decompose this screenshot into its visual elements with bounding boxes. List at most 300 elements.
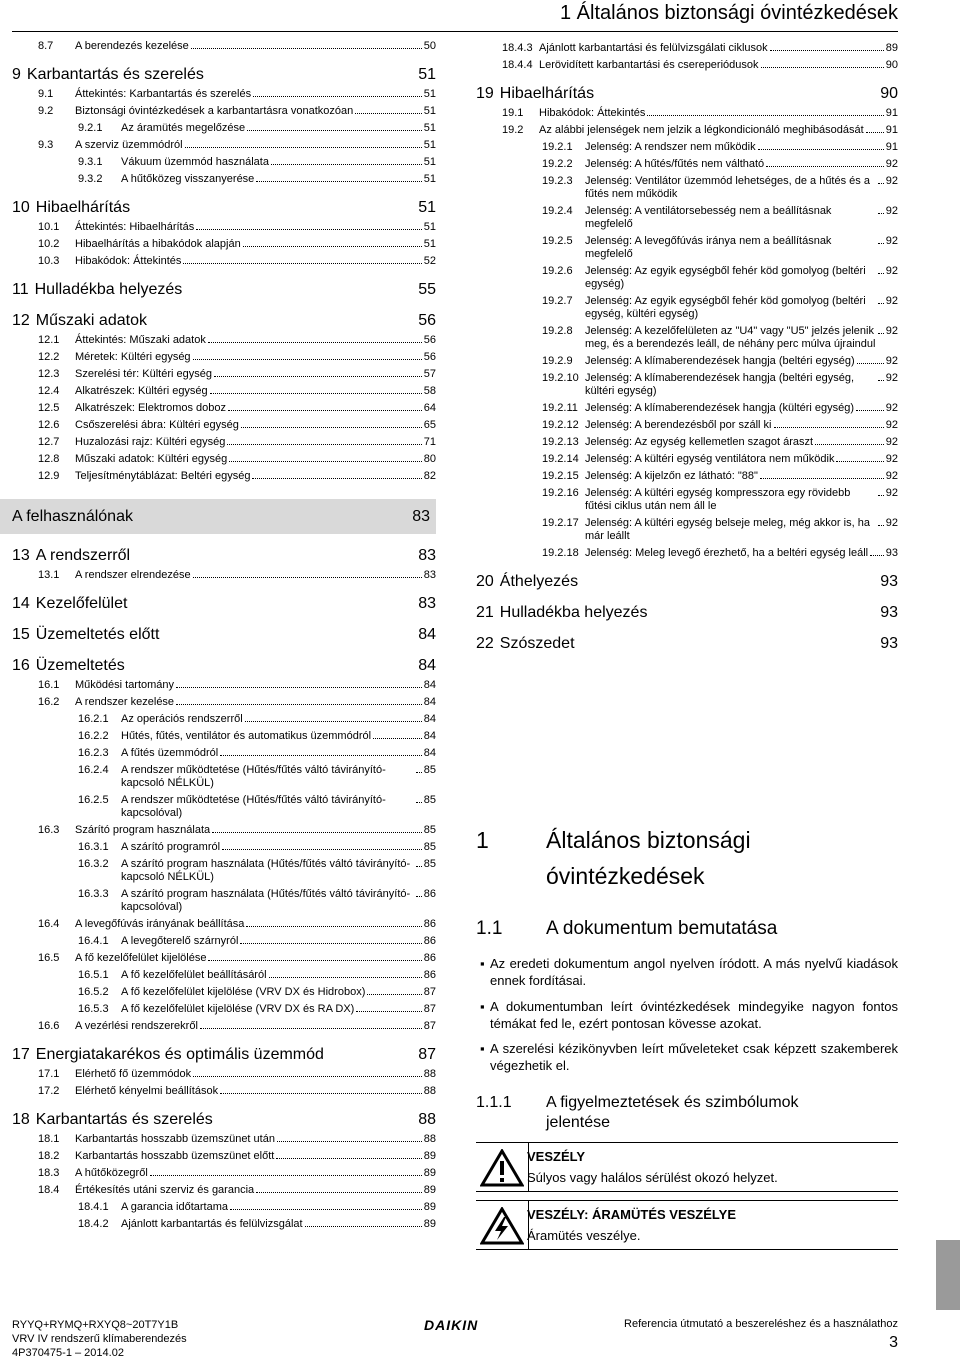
toc-entry-page: 84 [423,747,436,759]
toc-entry-number: 13.1 [38,569,60,581]
toc-leader-dots [878,213,884,214]
toc-entry [12,713,436,726]
toc-entry-number: 19.2.3 [542,175,573,187]
toc-entry-page: 92 [885,419,898,431]
toc-leader-dots [196,229,422,230]
toc-leader-dots [367,994,421,995]
toc-entry-number: 9.1 [38,88,54,100]
bullet-text: A szerelési kézikönyvben leírt műveleteket csak képzett szakemberek végezhetik el. [490,1041,898,1073]
toc-entry-title: Huzalozási rajz: Kültéri egység [75,436,226,448]
toc-entry-number: 12.7 [38,436,60,448]
toc-entry [476,295,898,321]
toc-entry-number: 19.2 [502,124,524,136]
toc-entry [12,1167,436,1180]
toc-leader-dots [191,48,422,49]
toc-entry-number: 16.6 [38,1020,60,1032]
toc-leader-dots [210,393,422,394]
toc-entry-number: 9.3.1 [78,156,103,168]
danger-label: VESZÉLY [527,1149,586,1164]
toc-entry [476,453,898,466]
toc-entry-page: 82 [423,470,436,482]
toc-entry-page: 51 [423,173,436,185]
toc-entry [12,402,436,415]
danger-notice [476,1142,898,1192]
toc-entry [476,436,898,449]
toc-entry-title: Szárító program használata [75,824,211,836]
toc-entry-number: 19.2.16 [542,487,579,499]
toc-entry-page: 92 [885,325,898,337]
toc-leader-dots [220,755,422,756]
toc-entry [12,747,436,760]
toc-leader-dots [230,1209,422,1210]
toc-entry-title: Jelenség: A kültéri egység ventilátora nem működik [585,453,835,465]
toc-entry [12,679,436,692]
toc-leader-dots [277,1141,422,1142]
toc-entry-number: 16 [12,657,30,674]
toc-entry-title: Jelenség: A klímaberendezések hangja (kültéri egység) [585,402,855,414]
toc-entry-number: 19.2.14 [542,453,579,465]
toc-entry-title: Hűtés, fűtés, ventilátor és automatikus üzemmódról [121,730,372,742]
toc-entry [12,969,436,982]
brand-logo: DAIKIN [424,1317,479,1333]
toc-entry [12,1133,436,1146]
toc-entry [12,1020,436,1033]
toc-entry-page: 84 [423,679,436,691]
toc-entry-number: 12.4 [38,385,60,397]
toc-leader-dots [870,555,884,556]
toc-entry-page: 92 [885,295,898,307]
toc-entry-page: 92 [885,235,898,247]
toc-entry-page: 90 [880,85,898,102]
toc-chapter-entry [12,1110,436,1129]
toc-entry-page: 92 [885,470,898,482]
toc-leader-dots [214,376,422,377]
toc-entry-page: 87 [423,986,436,998]
toc-entry-title: A fő kezelőfelület beállításáról [121,969,267,981]
toc-entry-title: A rendszer kezelése [75,696,175,708]
toc-entry-title: Működési tartomány [75,679,175,691]
toc-leader-dots [416,772,422,773]
toc-entry-title: Jelenség: A levegőfúvás iránya nem a beállításnak megfelelő [585,235,832,260]
electric-danger-label: VESZÉLY: ÁRAMÜTÉS VESZÉLYE [527,1207,737,1222]
toc-entry-number: 17 [12,1046,30,1063]
toc-entry-title: A szerviz üzemmódról [75,139,183,151]
toc-leader-dots [253,96,422,97]
toc-leader-dots [647,115,883,116]
toc-entry-number: 18.3 [38,1167,60,1179]
warning-triangle-icon [480,1149,524,1187]
toc-leader-dots [878,243,884,244]
toc-leader-dots [271,164,422,165]
toc-entry-page: 51 [418,66,436,83]
toc-entry-page: 86 [423,918,436,930]
toc-entry-title: Energiatakarékos és optimális üzemmód [35,1046,324,1063]
toc-entry-number: 16.3.3 [78,888,109,900]
toc-entry-page: 92 [885,453,898,465]
toc-entry-page: 89 [423,1150,436,1162]
toc-entry [12,1150,436,1163]
toc-entry-title: Méretek: Kültéri egység [75,351,191,363]
toc-entry-title: Hibakódok: Áttekintés [75,255,182,267]
toc-entry [12,858,436,884]
toc-entry-title: Alkatrészek: Elektromos doboz [75,402,227,414]
toc-entry-title: Ajánlott karbantartás és felülvizsgálat [121,1218,303,1230]
toc-entry-number: 16.5.1 [78,969,109,981]
toc-entry-title: A hűtőközegről [75,1167,148,1179]
footer-product: VRV IV rendszerű klímaberendezés [12,1333,187,1345]
toc-entry [12,351,436,364]
toc-entry-title: Hibaelhárítás a hibakódok alapján [75,238,241,250]
footer-doc-title: Referencia útmutató a beszereléshez és a használathoz [624,1318,898,1330]
toc-entry-title: Áttekintés: Műszaki adatok [75,334,206,346]
toc-entry-title: Műszaki adatok [35,312,147,329]
toc-entry-title: A berendezés kezelése [75,40,189,52]
toc-entry-number: 19.2.15 [542,470,579,482]
header-rule [12,31,898,32]
toc-entry-number: 12.2 [38,351,60,363]
toc-entry-number: 18.4.4 [502,59,533,71]
toc-entry-page: 51 [423,139,436,151]
page-number: 3 [889,1334,898,1351]
toc-leader-dots [222,849,422,850]
section-1-1-title: A dokumentum bemutatása [546,918,778,939]
toc-entry-page: 92 [885,265,898,277]
toc-entry-number: 16.2.2 [78,730,109,742]
toc-chapter-entry [12,280,436,299]
toc-entry-number: 16.5.2 [78,986,109,998]
toc-right-column [476,42,898,653]
toc-entry [12,1085,436,1098]
toc-leader-dots [878,333,884,334]
toc-entry-title: Lerövidített karbantartási és csereperiódusok [539,59,759,71]
toc-entry-title: Jelenség: A ventilátorsebesség nem a beállításnak megfelelő [585,205,832,230]
toc-entry-title: Hibaelhárítás [499,85,595,102]
toc-entry-page: 89 [423,1167,436,1179]
toc-entry-number: 19.2.18 [542,547,579,559]
toc-entry-page: 89 [423,1218,436,1230]
danger-description: Súlyos vagy halálos sérülést okozó helyzet. [527,1170,778,1185]
toc-entry-number: 19.2.17 [542,517,579,529]
toc-leader-dots [185,147,422,148]
toc-entry-number: 16.1 [38,679,60,691]
toc-entry-number: 12.5 [38,402,60,414]
toc-chapter-entry [12,65,436,84]
toc-entry-page: 87 [423,1003,436,1015]
toc-entry [476,42,898,55]
toc-entry-number: 16.3.1 [78,841,109,853]
toc-leader-dots [269,977,422,978]
toc-leader-dots [770,50,884,51]
toc-entry-title: Áttekintés: Hibaelhárítás [75,221,195,233]
bullet-marker-icon: ▪ [480,956,485,971]
toc-entry-title: A garancia időtartama [121,1201,229,1213]
toc-leader-dots [878,380,884,381]
toc-entry-title: Hibaelhárítás [35,199,131,216]
bullet-marker-icon: ▪ [480,1041,485,1056]
toc-entry-title: Kezelőfelület [35,595,128,612]
toc-entry [476,325,898,351]
toc-leader-dots [240,943,421,944]
toc-entry-number: 11 [12,281,29,298]
toc-entry-number: 12.1 [38,334,60,346]
toc-leader-dots [228,410,422,411]
toc-leader-dots [229,461,422,462]
toc-leader-dots [247,130,422,131]
toc-entry [12,139,436,152]
toc-entry-number: 16.2.5 [78,794,109,806]
toc-entry-page: 84 [423,696,436,708]
toc-entry [12,1003,436,1016]
toc-entry-title: Jelenség: Meleg levegő érezhető, ha a beltéri egység leáll [585,547,869,559]
toc-leader-dots [212,832,422,833]
toc-entry-page: 85 [423,858,436,870]
toc-entry-page: 84 [423,730,436,742]
toc-entry-number: 19.2.9 [542,355,573,367]
toc-entry-number: 18 [12,1111,30,1128]
bullet-item [476,998,898,1032]
toc-entry [12,221,436,234]
toc-leader-dots [193,359,422,360]
toc-entry [12,122,436,135]
toc-leader-dots [256,181,421,182]
toc-entry-page: 86 [423,935,436,947]
toc-entry-page: 86 [423,969,436,981]
toc-entry-title: Az áramütés megelőzése [121,122,246,134]
toc-entry [476,59,898,72]
toc-entry-title: Szószedet [499,635,575,652]
toc-entry-title: Jelenség: A kültéri egység belseje meleg, még akkor is, ha már leállt [585,517,870,542]
toc-entry-number: 14 [12,595,30,612]
toc-entry-title: Az operációs rendszerről [121,713,243,725]
toc-leader-dots [183,263,421,264]
toc-entry-page: 92 [885,372,898,384]
toc-entry-title: Jelenség: A kültéri egység kompresszora egy rövidebb fűtési ciklus után nem áll le [585,487,851,512]
toc-leader-dots [774,427,884,428]
toc-entry-page: 93 [880,604,898,621]
toc-entry-page: 85 [423,764,436,776]
toc-entry-page: 92 [885,355,898,367]
toc-entry [12,1184,436,1197]
toc-entry-page: 88 [418,1111,436,1128]
toc-leader-dots [373,738,422,739]
toc-entry-page: 88 [423,1085,436,1097]
toc-entry-number: 16.4 [38,918,60,930]
toc-leader-dots [245,721,422,722]
electric-danger-description: Áramütés veszélye. [527,1228,641,1243]
toc-entry-title: Áttekintés: Karbantartás és szerelés [75,88,252,100]
toc-entry-page: 58 [423,385,436,397]
section-1-1-heading [476,918,778,940]
toc-entry-title: Jelenség: A hűtés/fűtés nem váltható [585,158,765,170]
toc-entry [12,40,436,53]
toc-left-column [12,40,436,1231]
toc-entry-number: 10.3 [38,255,60,267]
toc-entry [12,1068,436,1081]
toc-entry [476,205,898,231]
toc-entry-number: 17.2 [38,1085,60,1097]
toc-entry-number: 9.2.1 [78,122,103,134]
toc-entry-number: 18.2 [38,1150,60,1162]
toc-chapter-entry [476,634,898,653]
toc-entry [12,841,436,854]
toc-chapter-entry [476,572,898,591]
toc-entry-number: 16.5.3 [78,1003,109,1015]
toc-entry-title: Ajánlott karbantartási és felülvizsgálati ciklusok [539,42,768,54]
toc-entry-number: 9.2 [38,105,54,117]
toc-entry-title: Üzemeltetés [35,657,125,674]
toc-entry [476,235,898,261]
toc-entry-title: Hulladékba helyezés [499,604,648,621]
toc-entry-page: 52 [423,255,436,267]
toc-entry-title: Jelenség: Az egyik egységből fehér köd gomolyog (beltéri egység) [585,265,866,290]
toc-entry-title: A fűtés üzemmódról [121,747,219,759]
toc-leader-dots [193,1076,422,1077]
toc-entry-number: 10.1 [38,221,60,233]
toc-entry-number: 19 [476,85,494,102]
toc-entry-page: 93 [885,547,898,559]
toc-entry-number: 10 [12,199,30,216]
toc-entry [12,156,436,169]
toc-entry [476,124,898,137]
toc-entry-page: 51 [423,156,436,168]
toc-entry-page: 91 [885,141,898,153]
toc-entry-title: Hibakódok: Áttekintés [539,107,646,119]
toc-leader-dots [815,444,884,445]
toc-leader-dots [356,1011,421,1012]
toc-leader-dots [878,273,884,274]
toc-entry-title: Elérhető fő üzemmódok [75,1068,192,1080]
toc-entry-number: 19.2.7 [542,295,573,307]
toc-entry-title: Karbantartás és szerelés [35,1111,213,1128]
footer-doc-id: 4P370475-1 – 2014.02 [12,1347,124,1359]
toc-entry-title: Biztonsági óvintézkedések a karbantartásra vonatkozóan [75,105,354,117]
toc-entry-title: A levegőterelő szárnyról [121,935,239,947]
toc-entry-page: 83 [418,595,436,612]
toc-entry-number: 18.4 [38,1184,60,1196]
toc-entry-number: 17.1 [38,1068,60,1080]
toc-entry [12,764,436,790]
toc-entry [12,1218,436,1231]
toc-entry-number: 12 [12,312,30,329]
toc-entry-page: 56 [423,334,436,346]
toc-entry-title: Hulladékba helyezés [34,281,183,298]
footer-left [12,1318,187,1360]
toc-entry-title: Karbantartás hosszabb üzemszünet után [75,1133,275,1145]
toc-entry-number: 9.3 [38,139,54,151]
toc-entry-number: 16.2.1 [78,713,109,725]
toc-entry-page: 93 [880,635,898,652]
toc-entry [476,141,898,154]
toc-entry [12,436,436,449]
toc-leader-dots [276,1158,421,1159]
toc-entry-page: 51 [423,238,436,250]
toc-entry-title: Elérhető kényelmi beállítások [75,1085,219,1097]
toc-entry-page: 87 [418,1046,436,1063]
toc-entry-page: 65 [423,419,436,431]
toc-entry-number: 12.9 [38,470,60,482]
toc-entry-title: Szerelési tér: Kültéri egység [75,368,212,380]
toc-entry-title: Az alábbi jelenségek nem jelzik a légkondicionáló meghibásodását [539,124,864,136]
toc-entry-page: 84 [423,713,436,725]
toc-entry-title: A szárító programról [121,841,221,853]
toc-entry-number: 12.3 [38,368,60,380]
toc-leader-dots [878,495,884,496]
toc-entry-number: 19.2.11 [542,402,578,414]
toc-entry-title: Vákuum üzemmód használata [121,156,269,168]
toc-entry-page: 51 [418,199,436,216]
toc-entry-title: A rendszerről [35,547,131,564]
toc-chapter-entry [12,546,436,565]
toc-entry-page: 51 [423,122,436,134]
bullet-text: Az eredeti dokumentum angol nyelven íródott. A más nyelvű kiadások ennek fordításai. [490,956,898,988]
toc-entry-title: A vezérlési rendszerekről [75,1020,198,1032]
toc-entry [12,888,436,914]
toc-entry-page: 89 [885,42,898,54]
toc-entry [476,419,898,432]
toc-entry-title: Karbantartás és szerelés [26,66,204,83]
running-header: 1 Általános biztonsági óvintézkedések [560,2,898,24]
section-1-1-1-title: A figyelmeztetések és szimbólumok jelentése [546,1094,799,1131]
toc-entry-number: 12.8 [38,453,60,465]
toc-chapter-entry [12,656,436,675]
toc-entry [476,355,898,368]
toc-leader-dots [416,802,422,803]
toc-entry [12,105,436,118]
bullet-marker-icon: ▪ [480,999,485,1014]
toc-entry-title: A fő kezelőfelület kijelölése (VRV DX és Hidrobox) [121,986,366,998]
toc-leader-dots [227,444,421,445]
toc-entry-page: 92 [885,205,898,217]
toc-entry [12,952,436,965]
toc-leader-dots [252,478,421,479]
toc-entry-page: 93 [880,573,898,590]
toc-entry [12,334,436,347]
toc-leader-dots [208,960,421,961]
toc-entry-page: 84 [418,626,436,643]
section-1-1-1-number: 1.1.1 [476,1094,512,1111]
toc-leader-dots [761,67,884,68]
toc-entry-number: 22 [476,635,494,652]
toc-leader-dots [246,926,421,927]
toc-entry-page: 89 [423,1184,436,1196]
toc-entry [12,238,436,251]
toc-leader-dots [416,896,422,897]
toc-entry [476,402,898,415]
toc-chapter-entry [12,625,436,644]
toc-entry-page: 83 [423,569,436,581]
toc-entry-page: 92 [885,487,898,499]
section-1-1-number: 1.1 [476,918,503,939]
electric-shock-icon [480,1207,524,1245]
toc-leader-dots [878,303,884,304]
toc-entry-number: 19.2.2 [542,158,573,170]
toc-entry [12,986,436,999]
bullet-item [476,1040,898,1074]
bullet-item [476,955,898,989]
toc-entry-page: 55 [418,281,436,298]
toc-entry-page: 83 [412,508,430,525]
toc-entry-title: Jelenség: A kezelőfelületen az "U4" vagy "U5" jelzés jelenik meg, és a berendezés leáll, de néhány perc múlva újraindul [585,325,876,350]
toc-chapter-entry [0,499,436,534]
toc-entry-title: A levegőfúvás irányának beállítása [75,918,245,930]
toc-entry [476,470,898,483]
toc-chapter-entry [476,603,898,622]
toc-entry-title: Jelenség: A berendezésből por száll ki [585,419,772,431]
toc-entry-page: 92 [885,436,898,448]
toc-entry [12,88,436,101]
toc-leader-dots [857,363,884,364]
section-1-number: 1 [476,827,489,853]
